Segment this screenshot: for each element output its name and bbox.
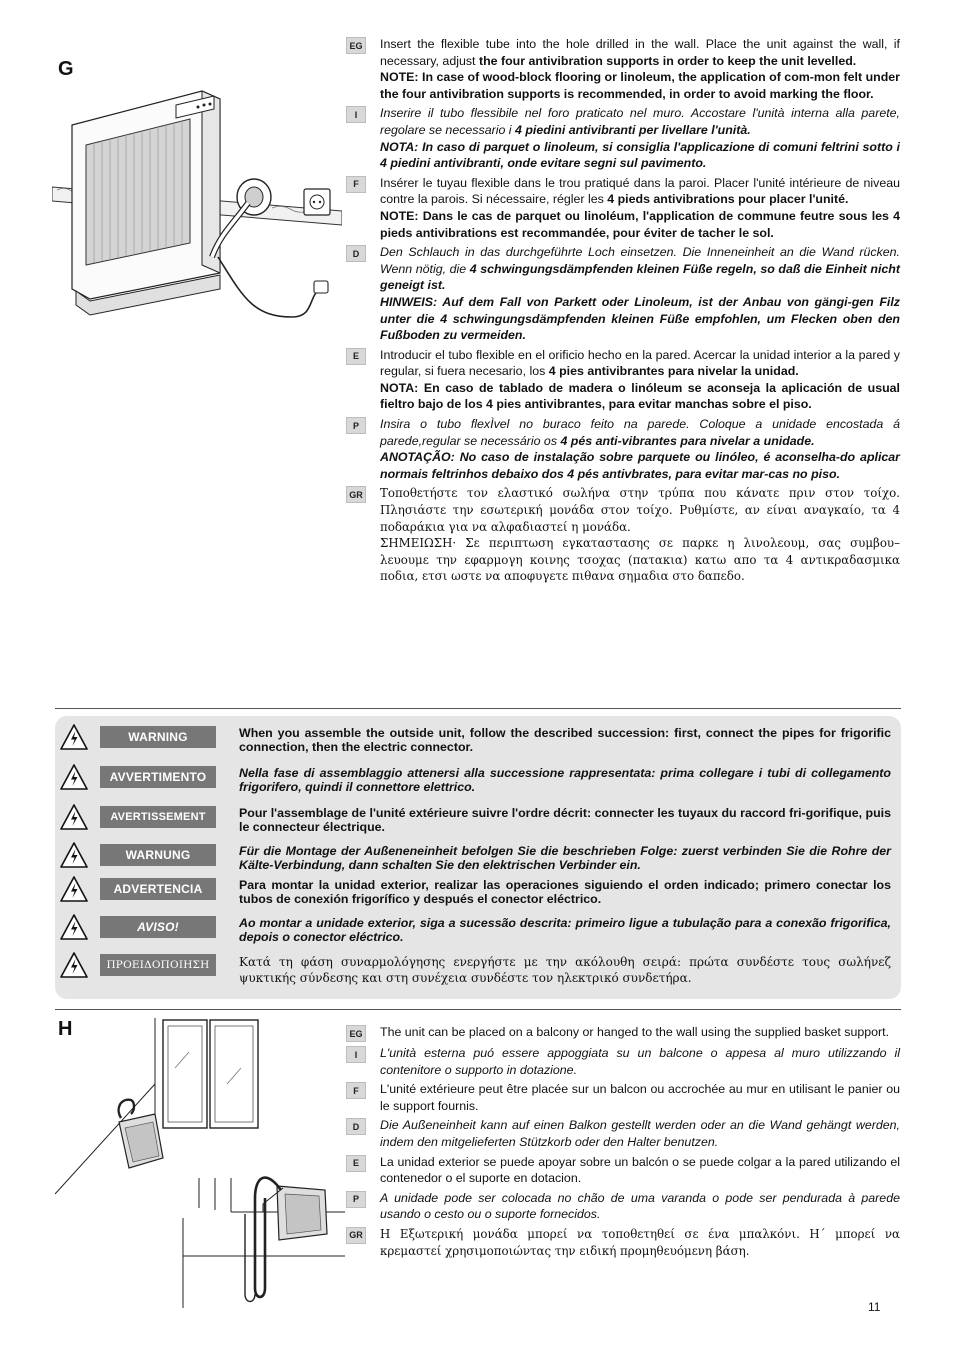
instruction-text xyxy=(380,36,900,102)
instruction-paragraph: Die Außeneinheit kann auf einen Balkon gestellt werden oder an die Wand gehängt werden, indem den mitgelieferten Stützkorb oder den Halter benutzen. xyxy=(380,1118,900,1149)
language-code-badge: I xyxy=(346,106,366,123)
electric-hazard-icon xyxy=(60,724,88,750)
warning-text: Für die Montage der Außeneneinheit befolgen Sie die beschrieben Folge: zuerst verbinden Sie die Rohre der Kälte-Verbindung, dann schalten Sie den elektrischen Verbinder ein. xyxy=(239,844,891,872)
indoor-unit-illustration xyxy=(52,85,342,340)
instruction-paragraph: NOTA: In caso di parquet o linoleum, si consiglia l'applicazione di comuni feltrini sotto i 4 piedini antivibranti, onde evitare segni sul pavimento. xyxy=(380,139,900,171)
language-code-badge: P xyxy=(346,417,366,434)
section_g-entry-e xyxy=(346,347,900,413)
section_h-entry-gr xyxy=(346,1226,900,1259)
language-code-badge: I xyxy=(346,1046,366,1063)
section_g-entry-eg xyxy=(346,36,900,102)
warning-text: Ao montar a unidade exterior, siga a sucessão descrita: primeiro ligue a tubulação para a conexão frigorifica, depois o conector eléctrico. xyxy=(239,916,891,944)
language-code-badge: D xyxy=(346,245,366,262)
language-code-badge: EG xyxy=(346,37,366,54)
page-number: 11 xyxy=(868,1300,881,1314)
divider-top xyxy=(55,708,901,709)
electric-hazard-icon xyxy=(60,804,88,830)
instruction-paragraph: Insert the flexible tube into the hole drilled in the wall. Place the unit against the wall, if necessary, adjust the four antivibration supports in order to keep the unit levelled. xyxy=(380,37,900,68)
section-letter-h: H xyxy=(58,1018,73,1040)
instruction-paragraph: Τοποθετήστε τον ελαστικό σωλήνα στην τρύπα που κάνατε πριν στον τοίχο. Πλησιάστε την εσωτερική μονάδα στον τοίχο. Ρυθμίστε, αν είναι αναγκαίο, τα 4 ποδαράκια για να αλφαδιαστεί η μονάδα. xyxy=(380,486,900,534)
instruction-paragraph: La unidad exterior se puede apoyar sobre un balcón o se puede colgar a la pared utilizando el contenedor o el suporte en dotacion. xyxy=(380,1154,900,1186)
electric-hazard-icon xyxy=(60,876,88,902)
instruction-paragraph: L'unité extérieure peut être placée sur un balcon ou accrochée au mur en utilisant le panier ou le support fournis. xyxy=(380,1082,900,1113)
instruction-paragraph: Inserire il tubo flessibile nel foro praticato nel muro. Accostare l'unità interna alla parete, regolare se necessario i 4 piedini antivibranti per livellare l'unità. xyxy=(380,106,900,137)
language-code-badge: F xyxy=(346,1082,366,1099)
warning-label: ADVERTENCIA xyxy=(100,878,216,900)
instruction-text xyxy=(380,105,900,171)
warning-panel xyxy=(55,716,901,999)
instruction-text xyxy=(380,485,900,585)
section_h-entry-i xyxy=(346,1045,900,1078)
section_h-entry-d xyxy=(346,1117,900,1150)
warning-label: WARNING xyxy=(100,726,216,748)
instruction-paragraph: Introducir el tubo flexible en el orificio hecho en la pared. Acercar la unidad interior a la pared y regular, si fuera necesario, los 4 pies antivibrantes para nivelar la unidad. xyxy=(380,347,900,379)
language-code-badge: E xyxy=(346,348,366,365)
warning-label: ΠΡΟΕΙΔΟΠΟΙΗΣΗ xyxy=(100,954,216,976)
section_g-entry-d xyxy=(346,244,900,344)
instruction-paragraph: Insira o tubo flexÌvel no buraco feito na parede. Coloque a unidade encostada á parede,regular se necessário os 4 pés anti-vibrantes para nivelar a unidade. xyxy=(380,417,900,448)
instruction-text xyxy=(380,1117,900,1150)
warning-text: Κατά τη φάση συναρμολόγησης ενεργήστε με την ακόλουθη σειρά: πρώτα συνδέστε τους σωλήνεζ ψυκτικής σύνδεσης και στη συνέχεια συνδέστε τον ηλεκτρικό συνδετήρα. xyxy=(239,955,891,985)
instruction-text xyxy=(380,347,900,413)
language-code-badge: E xyxy=(346,1155,366,1172)
instruction-paragraph: ΣΗΜΕΙΩΣΗ· Σε περιπτωση εγκαταστασης σε παρκε η λινολεουμ, σας συμβου–λευουμε την εφαρμογη κοινης τσοχας (πατακια) κατω απο τα 4 αντικραδασμικα ποδια, ετσι ωστε να αποφυγετε πιθανα σημαδια στο δαπεδο. xyxy=(380,536,900,584)
instruction-paragraph: NOTA: En caso de tablado de madera o linóleum se aconseja la aplicación de usual fieltro bajo de los 4 pies antivibrantes, para evitar manchas sobre el piso. xyxy=(380,380,900,412)
instruction-text xyxy=(380,1226,900,1259)
warning-text: Para montar la unidad exterior, realizar las operaciones siguiendo el orden indicado; primero conectar los tubos de conexión frigorífico y después el conector eléctrico. xyxy=(239,878,891,906)
instruction-text xyxy=(380,1024,900,1042)
electric-hazard-icon xyxy=(60,952,88,978)
instruction-text xyxy=(380,1081,900,1114)
language-code-badge: F xyxy=(346,176,366,193)
electric-hazard-icon xyxy=(60,764,88,790)
instruction-paragraph: Η Εξωτερική μονάδα μπορεί να τοποθετηθεί σε ένα μπαλκόνι. Η΄ μπορεί να κρεμαστεί χρησιμοποιώντας την ειδική προμηθευόμενη βάση. xyxy=(380,1226,900,1258)
instruction-paragraph: A unidade pode ser colocada no chão de uma varanda o pode ser pendurada à parede usando o cesto ou o suporte fornecidos. xyxy=(380,1190,900,1222)
section_h-entry-f xyxy=(346,1081,900,1114)
instruction-paragraph: HINWEIS: Auf dem Fall von Parkett oder Linoleum, ist der Anbau von gängi-gen Filz unter die 4 schwingungsdämpfenden kleinen Füße empfohlen, um Flecken oben den Fußboden zu vermeiden. xyxy=(380,294,900,343)
instruction-paragraph: Den Schlauch in das durchgeführte Loch einsetzen. Die Inneneinheit an die Wand rücken. Wenn nötig, die 4 schwingungsdämpfenden kleinen Füße regeln, so daß die Einheit nicht geneigt ist. xyxy=(380,245,900,293)
instruction-text xyxy=(380,1045,900,1078)
language-code-badge: D xyxy=(346,1118,366,1135)
section_h-entry-eg xyxy=(346,1024,900,1042)
instruction-text xyxy=(380,244,900,344)
language-code-badge: GR xyxy=(346,486,366,503)
instruction-paragraph: NOTE: In case of wood-block flooring or linoleum, the application of com-mon felt under the four antivibration supports is recommended, in order to avoid marking the floor. xyxy=(380,70,900,101)
warning-label: AVERTISSEMENT xyxy=(100,806,216,828)
instruction-paragraph: Insérer le tuyau flexible dans le trou pratiqué dans la paroi. Placer l'unité intérieure de niveau contre la parois. Si nécessaire, régler les 4 pieds antivibrations pour placer l'unité. xyxy=(380,175,900,207)
warning-label: AVVERTIMENTO xyxy=(100,766,216,788)
section_h-entry-e xyxy=(346,1154,900,1187)
section_g-entry-f xyxy=(346,175,900,241)
electric-hazard-icon xyxy=(60,842,88,868)
section-h-text xyxy=(346,1024,900,1262)
divider-bottom xyxy=(55,1009,901,1010)
section-g-text xyxy=(346,36,900,588)
section_g-entry-gr xyxy=(346,485,900,585)
instruction-text xyxy=(380,1190,900,1223)
outdoor-unit-illustration xyxy=(55,1018,345,1308)
language-code-badge: EG xyxy=(346,1025,366,1042)
warning-label: WARNUNG xyxy=(100,844,216,866)
warning-text: Pour l'assemblage de l'unité extérieure suivre l'ordre décrit: connecter les tuyaux du raccord fri-gorifique, puis le connecteur électrique. xyxy=(239,806,891,834)
instruction-paragraph: L'unità esterna puó essere appoggiata su un balcone o appesa al muro utilizzando il contenitore o supporto in dotazione. xyxy=(380,1046,900,1077)
language-code-badge: GR xyxy=(346,1227,366,1244)
instruction-text xyxy=(380,416,900,482)
instruction-text xyxy=(380,175,900,241)
section_g-entry-i xyxy=(346,105,900,171)
language-code-badge: P xyxy=(346,1191,366,1208)
warning-text: When you assemble the outside unit, follow the described succession: first, connect the pipes for frigorific connection, then the electric connector. xyxy=(239,726,891,754)
electric-hazard-icon xyxy=(60,914,88,940)
instruction-text xyxy=(380,1154,900,1187)
section_h-entry-p xyxy=(346,1190,900,1223)
section_g-entry-p xyxy=(346,416,900,482)
instruction-paragraph: The unit can be placed on a balcony or hanged to the wall using the supplied basket support. xyxy=(380,1025,890,1039)
warning-label: AVISO! xyxy=(100,916,216,938)
warning-text: Nella fase di assemblaggio attenersi alla successione rappresentata: prima collegare i tubi di collegamento frigorifero, quindi il connettore elettrico. xyxy=(239,766,891,794)
instruction-paragraph: NOTE: Dans le cas de parquet ou linoléum, l'application de commune feutre sous les 4 pieds antivibrations est recommandée, pour éviter de tacher le sol. xyxy=(380,208,900,240)
section-letter-g: G xyxy=(58,58,74,80)
instruction-paragraph: ANOTAÇÃO: No caso de instalação sobre parquete ou linóleo, é aconselha-do aplicar normais feltrinhos debaixo dos 4 pés antivbrates, para evitar mar-cas no piso. xyxy=(380,450,900,481)
